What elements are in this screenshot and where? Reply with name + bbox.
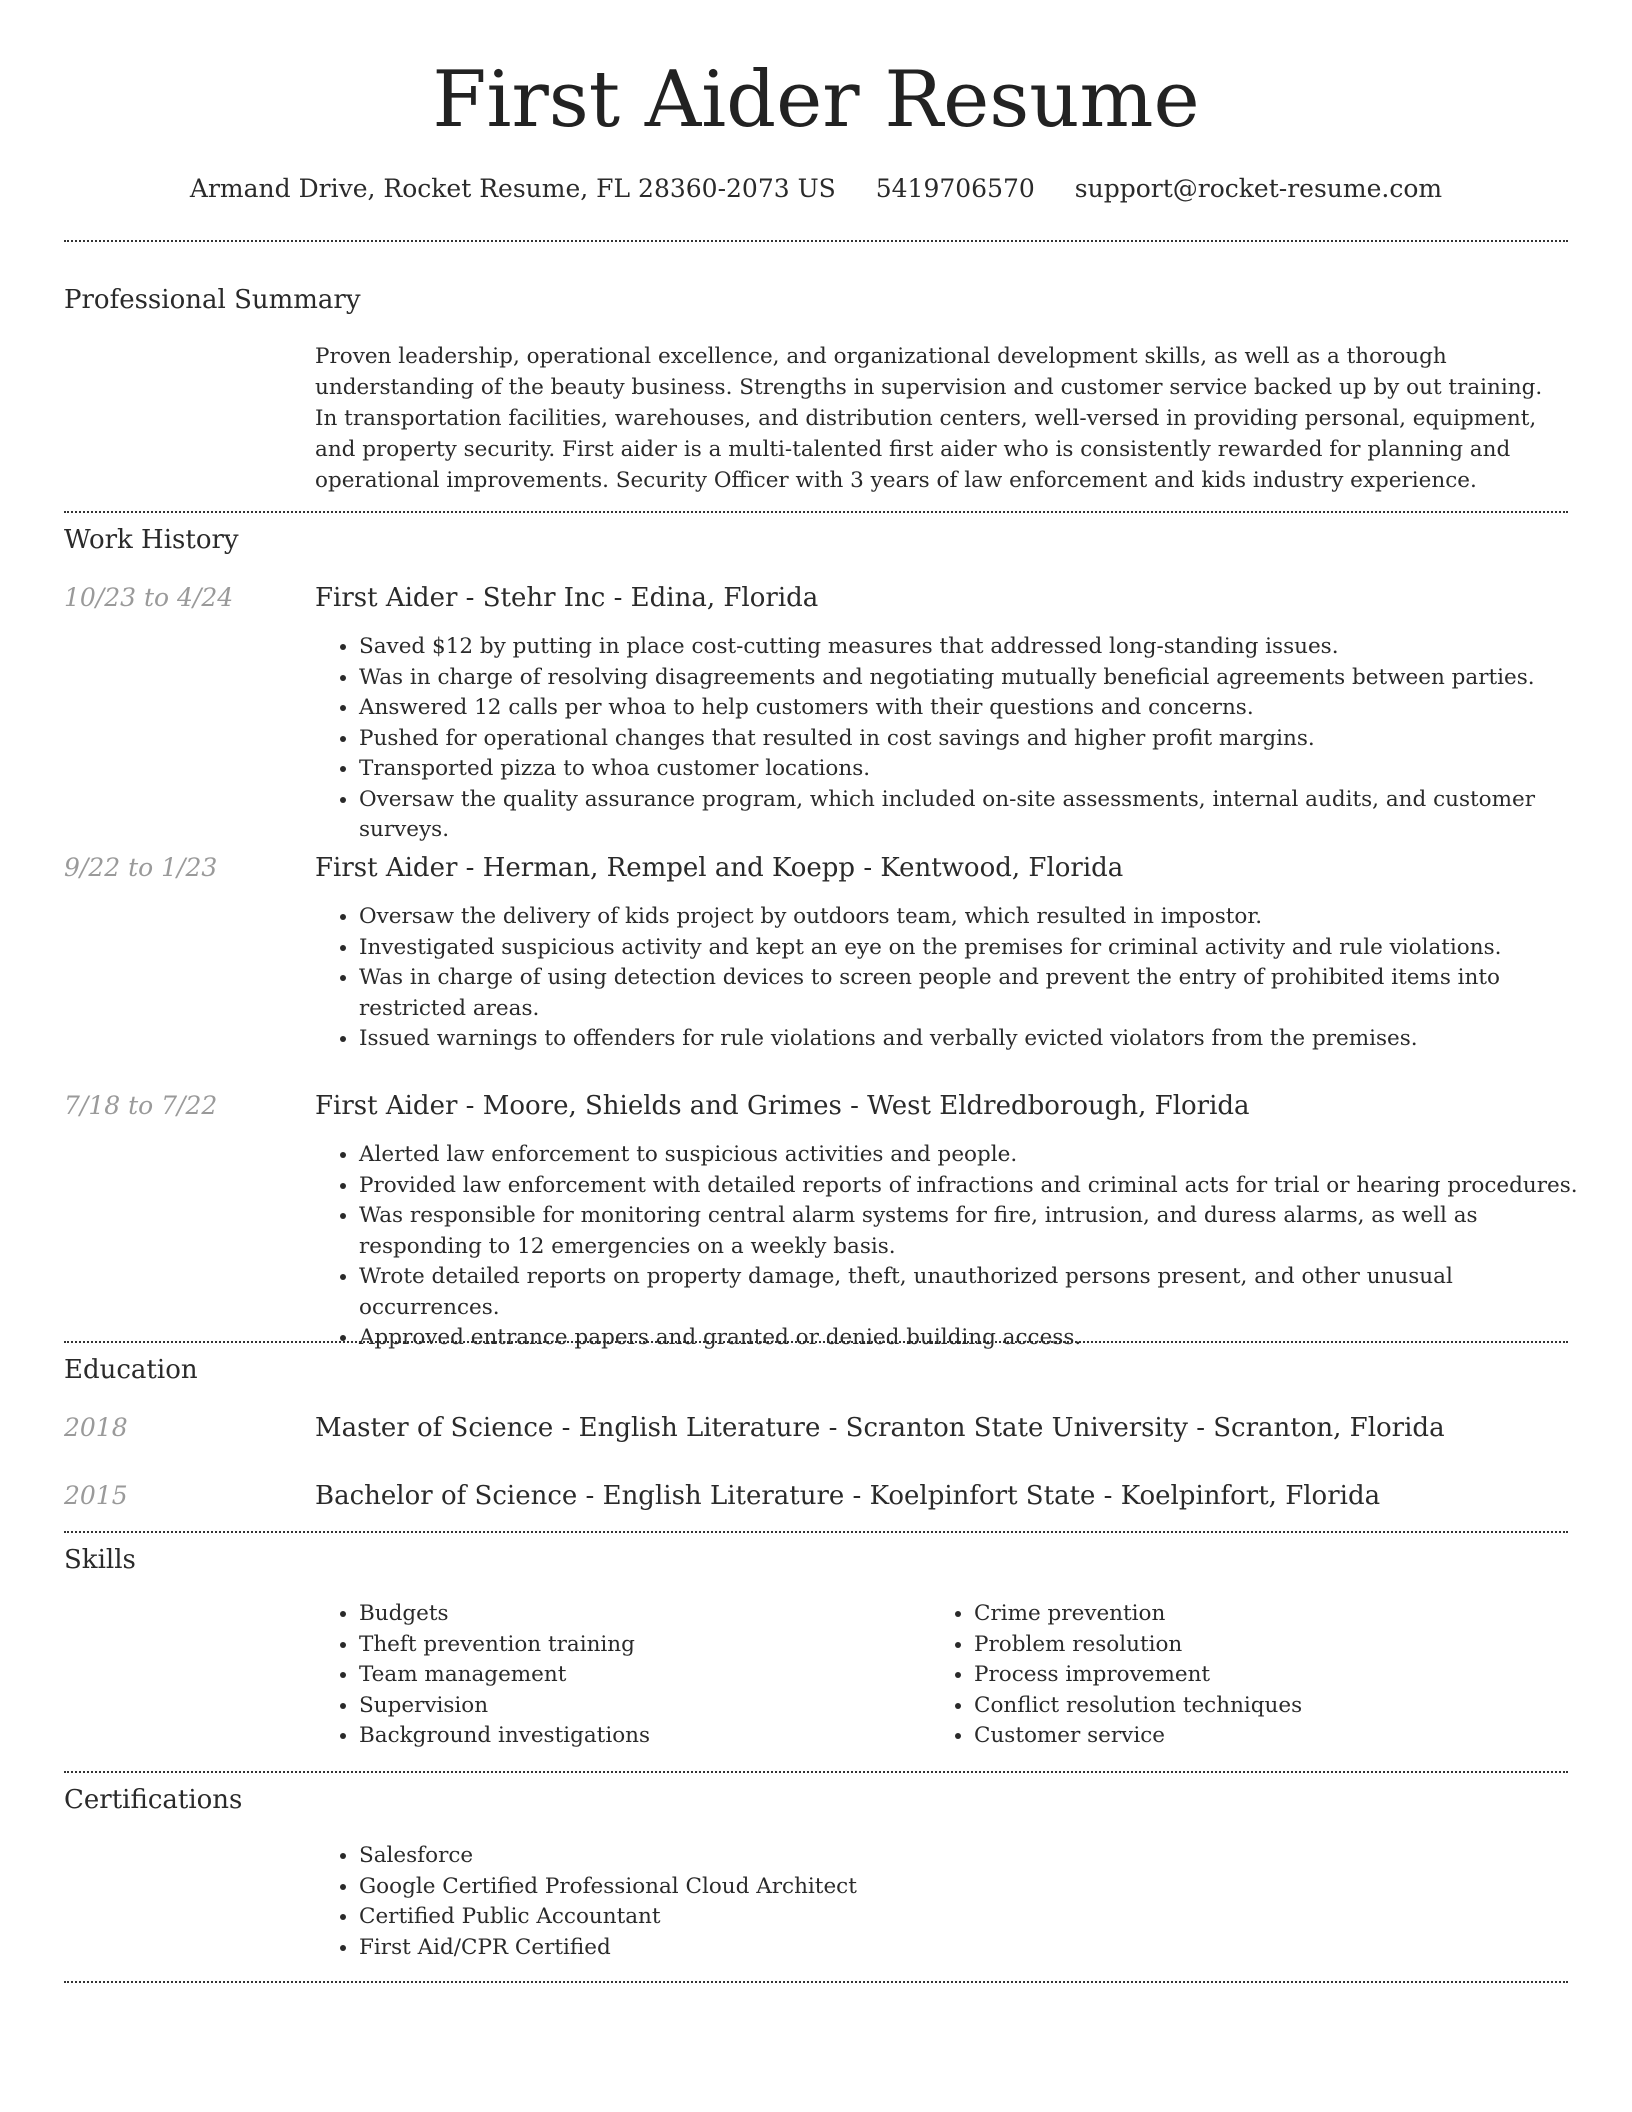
contact-email: support@rocket-resume.com (1074, 174, 1443, 203)
list-item: • Issued warnings to offenders for rule violations and verbally evicted violators from the premises. (359, 1024, 1589, 1055)
list-item: • Investigated suspicious activity and kept an eye on the premises for criminal activity and rule violations. (359, 933, 1589, 964)
education-degree: Bachelor of Science - English Literature - Koelpinfort State - Koelpinfort, Florida (315, 1481, 1381, 1511)
list-item: • Supervision (359, 1691, 919, 1722)
list-item: • Oversaw the delivery of kids project by outdoors team, which resulted in impostor. (359, 902, 1589, 933)
contact-phone: 5419706570 (875, 174, 1035, 203)
list-item: • First Aid/CPR Certified (359, 1933, 1589, 1964)
divider (64, 1531, 1568, 1533)
divider (64, 1771, 1568, 1773)
divider (64, 511, 1568, 513)
list-item: • Wrote detailed reports on property damage, theft, unauthorized persons present, and other unusual occurrences. (359, 1262, 1589, 1323)
section-title-skills: Skills (64, 1545, 136, 1575)
skills-list-left (315, 1599, 919, 1752)
list-item: • Saved $12 by putting in place cost-cutting measures that addressed long-standing issues. (359, 632, 1589, 663)
list-item: • Google Certified Professional Cloud Architect (359, 1872, 1589, 1903)
list-item: • Problem resolution (974, 1630, 1574, 1661)
job-title: First Aider - Stehr Inc - Edina, Florida (315, 583, 819, 613)
list-item: • Was in charge of using detection devices to screen people and prevent the entry of prohibited items into restricted areas. (359, 963, 1589, 1024)
list-item: • Theft prevention training (359, 1630, 919, 1661)
job-bullets (315, 902, 1589, 1055)
job-title: First Aider - Herman, Rempel and Koepp - Kentwood, Florida (315, 853, 1124, 883)
list-item: • Certified Public Accountant (359, 1902, 1589, 1933)
list-item: • Transported pizza to whoa customer locations. (359, 754, 1589, 785)
section-title-education: Education (64, 1355, 198, 1385)
job-bullets (315, 632, 1589, 846)
divider (64, 1341, 1568, 1343)
job-dates: 10/23 to 4/24 (64, 583, 234, 612)
divider (64, 1981, 1568, 1983)
contact-address: Armand Drive, Rocket Resume, FL 28360-2073 US (189, 174, 836, 203)
job-bullets (315, 1140, 1589, 1354)
list-item: • Customer service (974, 1721, 1574, 1752)
list-item: • Salesforce (359, 1841, 1589, 1872)
education-year: 2018 (64, 1413, 128, 1442)
list-item: • Background investigations (359, 1721, 919, 1752)
skills-list-right (930, 1599, 1574, 1752)
list-item: • Oversaw the quality assurance program, which included on-site assessments, internal audits, and customer surveys. (359, 785, 1589, 846)
list-item: • Conflict resolution techniques (974, 1691, 1574, 1722)
list-item: • Crime prevention (974, 1599, 1574, 1630)
job-dates: 9/22 to 1/23 (64, 853, 218, 882)
list-item: • Budgets (359, 1599, 919, 1630)
education-year: 2015 (64, 1481, 128, 1510)
job-dates: 7/18 to 7/22 (64, 1091, 218, 1120)
list-item: • Team management (359, 1660, 919, 1691)
section-title-certifications: Certifications (64, 1785, 243, 1815)
divider (64, 240, 1568, 242)
job-title: First Aider - Moore, Shields and Grimes - West Eldredborough, Florida (315, 1091, 1250, 1121)
list-item: • Answered 12 calls per whoa to help customers with their questions and concerns. (359, 693, 1589, 724)
list-item: • Alerted law enforcement to suspicious activities and people. (359, 1140, 1589, 1171)
summary-text: Proven leadership, operational excellence, and organizational development skills, as well as a thorough understanding of the beauty business. Strengths in supervision and customer service backed up by out training. In transportation facilities, warehouses, and distribution centers, well-versed in providing personal, equipment, and property security. First aider is a multi-talented first aider who is consistently rewarded for planning and operational improvements. Security Officer with 3 years of law enforcement and kids industry experience. (315, 344, 1543, 493)
contact-line (0, 172, 1632, 206)
list-item: • Provided law enforcement with detailed reports of infractions and criminal acts for trial or hearing procedures. (359, 1171, 1589, 1202)
section-title-work-history: Work History (64, 525, 239, 555)
education-degree: Master of Science - English Literature - Scranton State University - Scranton, Florida (315, 1413, 1445, 1443)
section-title-summary: Professional Summary (64, 285, 361, 315)
list-item: • Was responsible for monitoring central alarm systems for fire, intrusion, and duress alarms, as well as responding to 12 emergencies on a weekly basis. (359, 1201, 1589, 1262)
resume-title: First Aider Resume (432, 55, 1200, 145)
list-item: • Pushed for operational changes that resulted in cost savings and higher profit margins. (359, 724, 1589, 755)
certifications-list (315, 1841, 1589, 1963)
list-item: • Process improvement (974, 1660, 1574, 1691)
list-item: • Was in charge of resolving disagreements and negotiating mutually beneficial agreements between parties. (359, 663, 1589, 694)
list-item: • Approved entrance papers and granted or denied building access. (359, 1323, 1589, 1354)
